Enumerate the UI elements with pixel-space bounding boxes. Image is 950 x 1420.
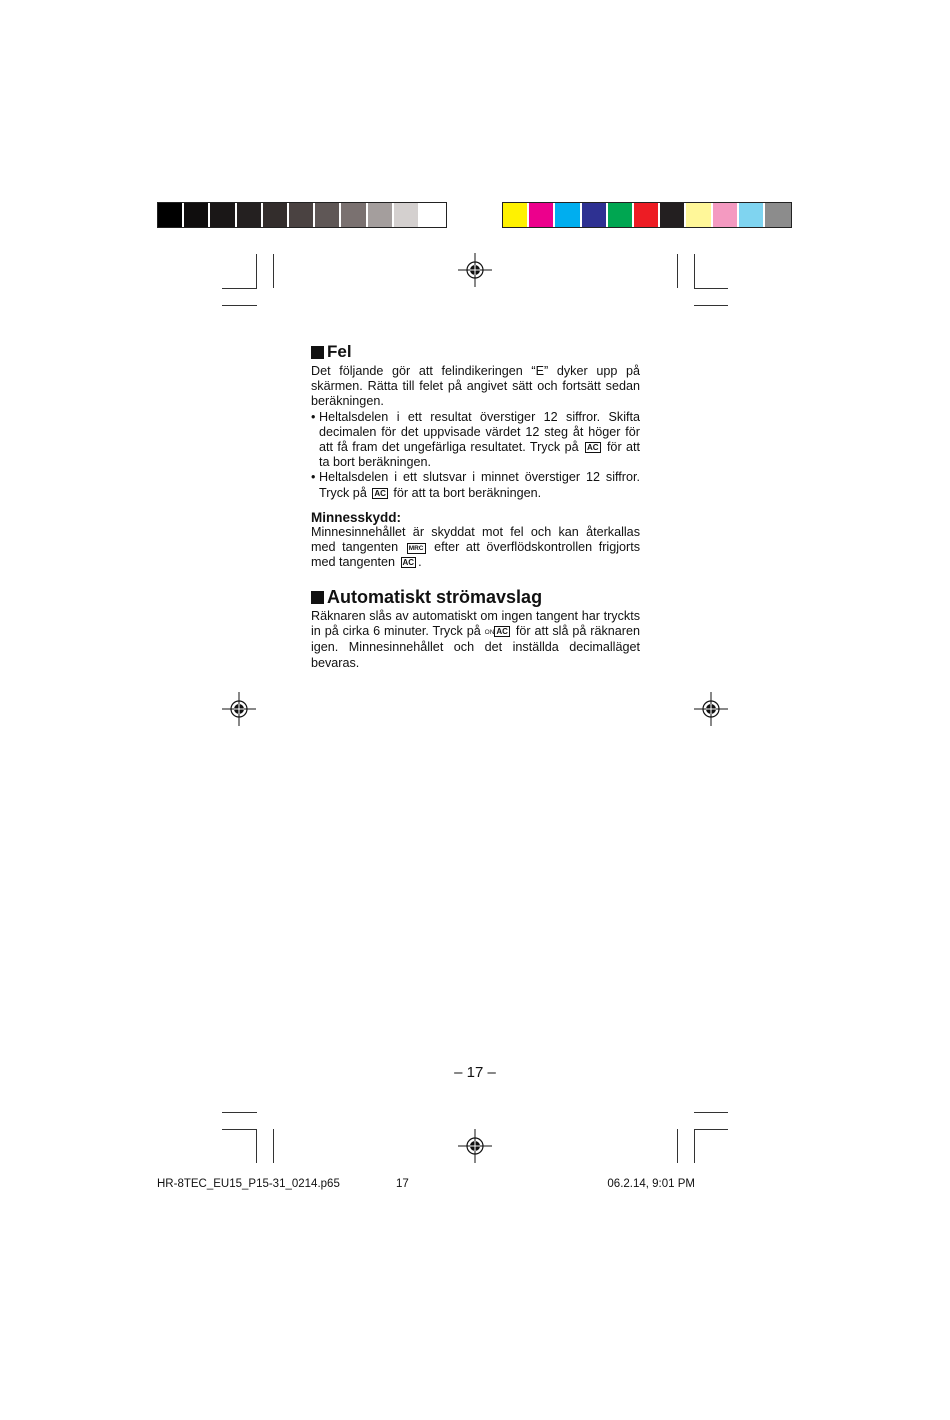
footer-date: 06.2.14, 9:01 PM <box>607 1178 695 1190</box>
color-swatch <box>289 203 315 227</box>
text-part: efter att överflödskontrollen frigjorts med tangenten <box>311 540 640 570</box>
color-swatch <box>503 203 529 227</box>
crop-mark <box>694 1129 695 1163</box>
heading-text: Automatiskt strömavslag <box>327 587 543 607</box>
crop-mark <box>694 288 728 289</box>
color-swatch <box>315 203 341 227</box>
color-calibration-bar <box>502 202 792 228</box>
intro-paragraph <box>311 364 640 410</box>
section-auto-power-off <box>311 587 640 671</box>
color-swatch <box>660 203 686 227</box>
color-swatch <box>263 203 289 227</box>
color-swatch <box>420 203 446 227</box>
ac-key-icon: AC <box>586 443 599 453</box>
crop-mark <box>273 1129 274 1163</box>
text-part: för att ta bort beräkningen. <box>319 440 641 470</box>
crop-mark <box>256 254 257 288</box>
color-swatch <box>765 203 791 227</box>
footer-page: 17 <box>396 1178 409 1190</box>
color-swatch <box>529 203 555 227</box>
crop-mark <box>222 1112 257 1113</box>
footer-filename: HR-8TEC_EU15_P15-31_0214.p65 <box>157 1178 340 1190</box>
list-item-text <box>319 410 640 471</box>
crop-mark <box>222 288 257 289</box>
crop-mark <box>677 1129 678 1163</box>
crop-mark <box>256 1129 257 1163</box>
subheading: Minnesskydd: <box>311 509 402 525</box>
page-number: – 17 – <box>454 1064 496 1081</box>
text-part: Heltalsdelen i ett slutsvar i minnet överstiger 12 siffror. Tryck på <box>319 470 640 500</box>
crop-mark <box>694 1112 728 1113</box>
registration-mark-icon <box>458 253 492 287</box>
crop-mark <box>222 305 257 306</box>
heading-text: Fel <box>327 342 352 361</box>
ac-key-icon: AC <box>374 488 386 498</box>
registration-mark-icon <box>694 692 728 726</box>
color-swatch <box>686 203 712 227</box>
color-swatch <box>713 203 739 227</box>
color-swatch <box>210 203 236 227</box>
memory-paragraph <box>311 525 640 571</box>
text-part: Räknaren slås av automatiskt om ingen tangent har tryckts in på cirka 6 minuter. Tryck på <box>311 609 640 639</box>
auto-paragraph <box>311 609 640 671</box>
list-item-text <box>319 470 640 500</box>
ac-key-icon: AC <box>402 558 415 568</box>
grayscale-calibration-bar <box>157 202 447 228</box>
ac-key-icon: AC <box>496 627 508 637</box>
text-part: . <box>418 555 422 570</box>
crop-mark <box>694 254 695 288</box>
square-bullet-icon <box>311 591 324 604</box>
color-swatch <box>739 203 765 227</box>
mrc-key-icon: MRC <box>408 545 424 553</box>
text-part: Minnesinnehållet är skyddat mot fel och kan återkallas med tangenten <box>311 525 640 555</box>
text-part: för att ta bort beräkningen. <box>393 485 542 500</box>
text-part: Heltalsdelen i ett resultat överstiger 12 siffror. Skifta decimalen för det uppvisade värdet 12 steg åt höger för att få fram det ungefärliga resultatet. Tryck på <box>319 409 640 455</box>
color-swatch <box>341 203 367 227</box>
registration-mark-icon <box>222 692 256 726</box>
registration-mark-icon <box>458 1129 492 1163</box>
crop-mark <box>694 1129 728 1130</box>
crop-mark <box>694 305 728 306</box>
bullet-mark: • <box>311 409 316 424</box>
list-item <box>311 470 640 500</box>
on-key-label: ON <box>484 629 495 637</box>
color-swatch <box>184 203 210 227</box>
crop-mark <box>677 254 678 288</box>
color-swatch <box>394 203 420 227</box>
color-swatch <box>368 203 394 227</box>
crop-mark <box>222 1129 257 1130</box>
color-swatch <box>237 203 263 227</box>
text-part: för att slå på räknaren igen. Minnesinnehållet och det inställda decimalläget bevaras. <box>311 624 640 670</box>
intro-text: Det följande gör att felindikeringen “E” dyker upp på skärmen. Rätta till felet på angivet sätt och fortsätt sedan beräkningen. <box>311 364 640 409</box>
color-swatch <box>555 203 581 227</box>
section-fel <box>311 342 640 571</box>
square-bullet-icon <box>311 346 324 359</box>
crop-mark <box>273 254 274 288</box>
list-item <box>311 410 640 471</box>
color-swatch <box>582 203 608 227</box>
section-heading <box>311 342 640 362</box>
bullet-mark: • <box>311 470 316 485</box>
color-swatch <box>608 203 634 227</box>
color-swatch <box>158 203 184 227</box>
color-swatch <box>634 203 660 227</box>
section-heading <box>311 587 640 607</box>
